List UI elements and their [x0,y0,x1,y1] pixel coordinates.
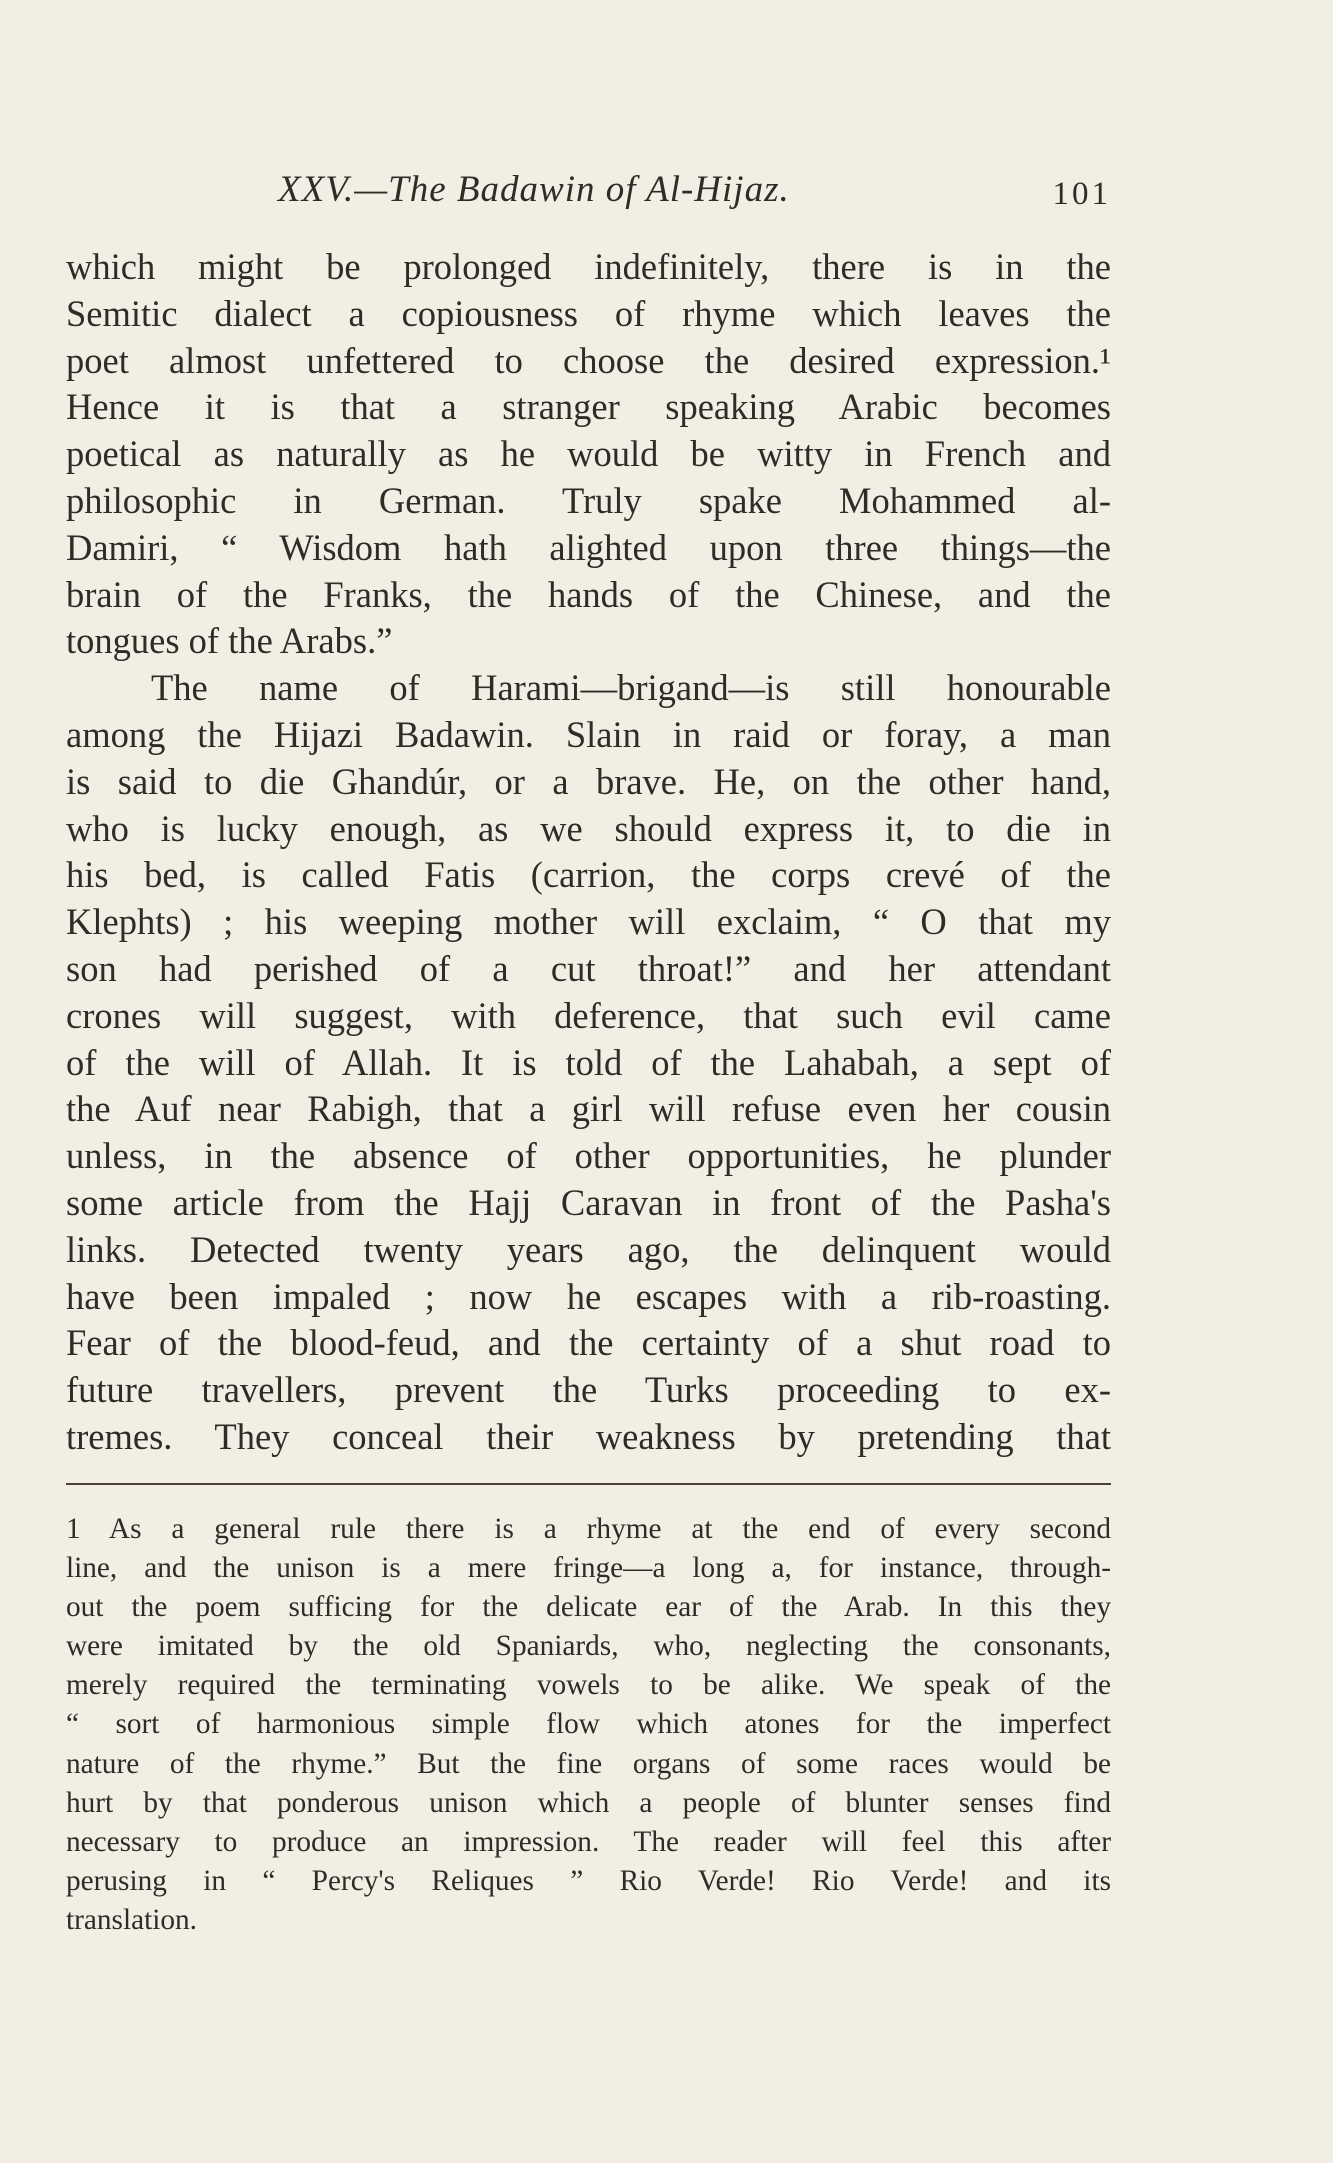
chapter-heading: XXV.—The Badawin of Al-Hijaz. [278,169,790,210]
text-line: the Auf near Rabigh, that a girl will refuse even her cousin [66,1088,1111,1130]
text-line: unless, in the absence of other opportunities, he plunder [66,1135,1111,1177]
body-text [66,244,1111,1461]
text-line: of the will of Allah. It is told of the Lahabah, a sept of [66,1041,1111,1083]
text-line: crones will suggest, with deference, that such evil came [66,994,1111,1036]
text-line: brain of the Franks, the hands of the Chinese, and the [66,573,1111,615]
footnote-divider [66,1483,1111,1485]
text-line: among the Hijazi Badawin. Slain in raid or foray, a man [66,713,1111,755]
footnote-line: 1 As a general rule there is a rhyme at the end of every second [66,1513,1111,1545]
footnote-line: translation. [66,1903,197,1936]
text-line: future travellers, prevent the Turks proceeding to ex- [66,1369,1111,1411]
text-line: tremes. They conceal their weakness by pretending that [66,1415,1111,1457]
footnote-line: nature of the rhyme.” But the fine organs of some races would be [66,1747,1111,1780]
footnotes [66,1510,1111,1940]
text-line: tongues of the Arabs.” [66,620,393,662]
footnote-line: merely required the terminating vowels to be alike. We speak of the [66,1669,1111,1702]
footnote-line: hurt by that ponderous unison which a people of blunter senses find [66,1786,1111,1819]
footnote-line: “ sort of harmonious simple flow which atones for the imperfect [66,1708,1111,1741]
text-line: some article from the Hajj Caravan in front of the Pasha's [66,1181,1111,1223]
text-line: poet almost unfettered to choose the desired expression.¹ [66,339,1111,381]
footnote-line: necessary to produce an impression. The reader will feel this after [66,1825,1111,1858]
text-line: Klephts) ; his weeping mother will exclaim, “ O that my [66,901,1111,943]
text-line: The name of Harami—brigand—is still honourable [151,667,1111,709]
text-line: have been impaled ; now he escapes with a rib-roasting. [66,1275,1111,1317]
text-line: who is lucky enough, as we should express it, to die in [66,807,1111,849]
text-line: Fear of the blood-feud, and the certainty of a shut road to [66,1322,1111,1364]
page-number: 101 [1052,176,1111,212]
text-line: son had perished of a cut throat!” and her attendant [66,947,1111,989]
running-head [66,168,1111,224]
footnote-line: out the poem sufficing for the delicate ear of the Arab. In this they [66,1591,1111,1624]
text-line: is said to die Ghandúr, or a brave. He, on the other hand, [66,760,1111,802]
footnote-line: perusing in “ Percy's Reliques ” Rio Verde! Rio Verde! and its [66,1864,1111,1897]
text-line: Damiri, “ Wisdom hath alighted upon three things—the [66,526,1111,568]
footnote-line: were imitated by the old Spaniards, who, neglecting the consonants, [66,1630,1111,1663]
text-line: poetical as naturally as he would be witty in French and [66,433,1111,475]
footnote-line: line, and the unison is a mere fringe—a long a, for instance, through- [66,1552,1111,1585]
text-line: philosophic in German. Truly spake Mohammed al- [66,479,1111,521]
text-line: links. Detected twenty years ago, the delinquent would [66,1228,1111,1270]
text-line: Hence it is that a stranger speaking Arabic becomes [66,386,1111,428]
text-line: which might be prolonged indefinitely, there is in the [66,246,1111,287]
text-line: Semitic dialect a copiousness of rhyme which leaves the [66,292,1111,334]
text-line: his bed, is called Fatis (carrion, the corps crevé of the [66,854,1111,896]
